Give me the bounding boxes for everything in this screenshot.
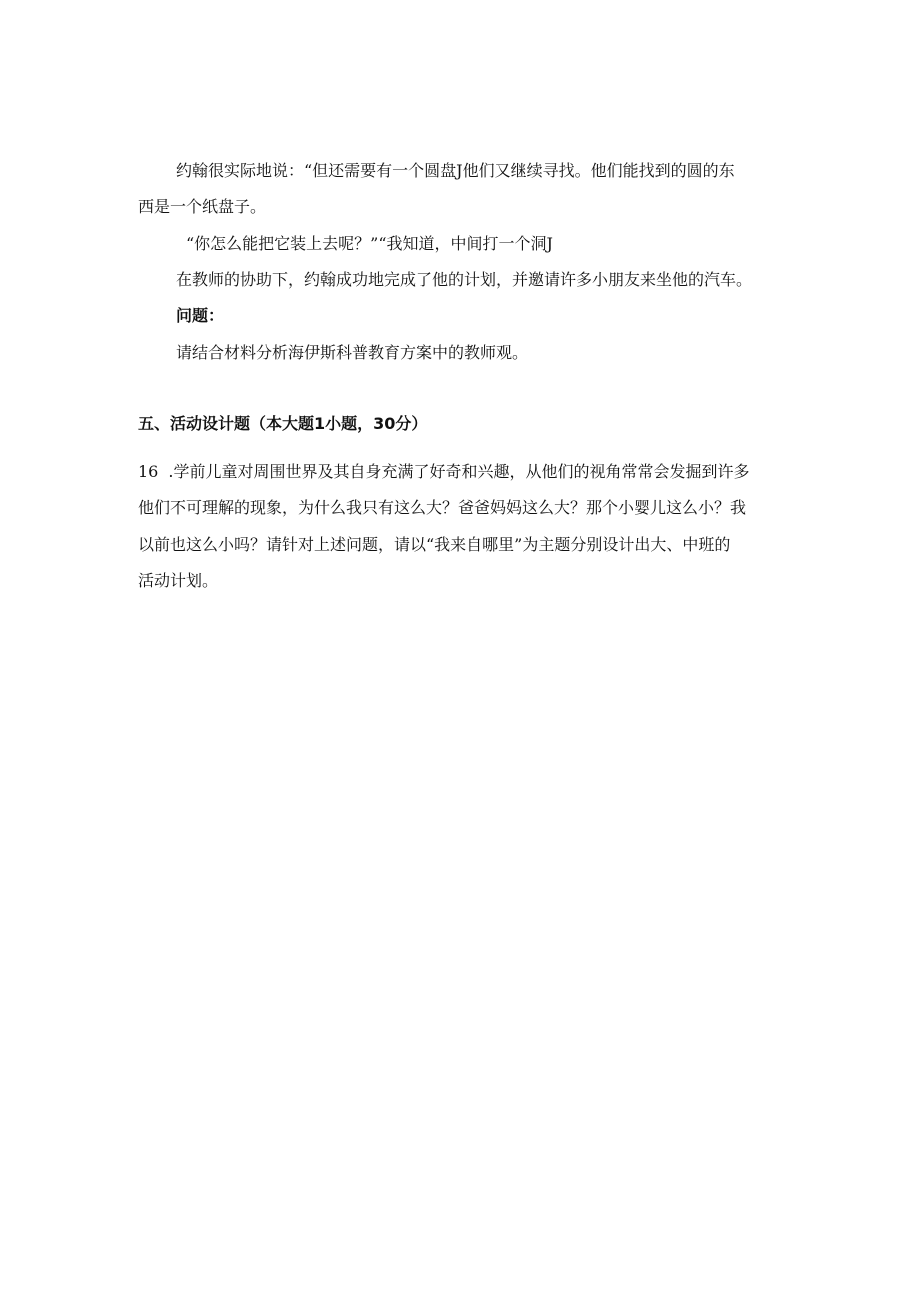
section-5-heading: 五、活动设计题（本大题1小题，30分） [138,414,428,433]
question-16-line-1 [138,461,749,483]
question-16-line-2: 他们不可理解的现象，为什么我只有这么大？爸爸妈妈这么大？那个小婴儿这么小？我 [138,498,747,517]
question-16-text-start: .学前儿童对周围世界及其自身充满了好奇和兴趣，从他们的视角常常会发掘到许多 [168,462,750,481]
question-16-line-3: 以前也这么小吗？请针对上述问题，请以“我来自哪里”为主题分别设计出大、中班的 [138,535,731,554]
material-paragraph-2: “你怎么能把它装上去呢？”“我知道，中间打一个洞J [186,234,553,253]
question-label: 问题： [176,306,225,325]
question-16-line-4: 活动计划。 [138,571,219,590]
material-paragraph-3: 在教师的协助下，约翰成功地完成了他的计划，并邀请许多小朋友来坐他的汽车。 [176,270,753,289]
question-text: 请结合材料分析海伊斯科普教育方案中的教师观。 [176,343,529,362]
question-16-number: 16 [138,462,159,481]
material-paragraph-1-line-2: 西是一个纸盘子。 [138,197,267,216]
material-paragraph-1-line-1: 约翰很实际地说：“但还需要有一个圆盘J他们又继续寻找。他们能找到的圆的东 [176,161,735,180]
